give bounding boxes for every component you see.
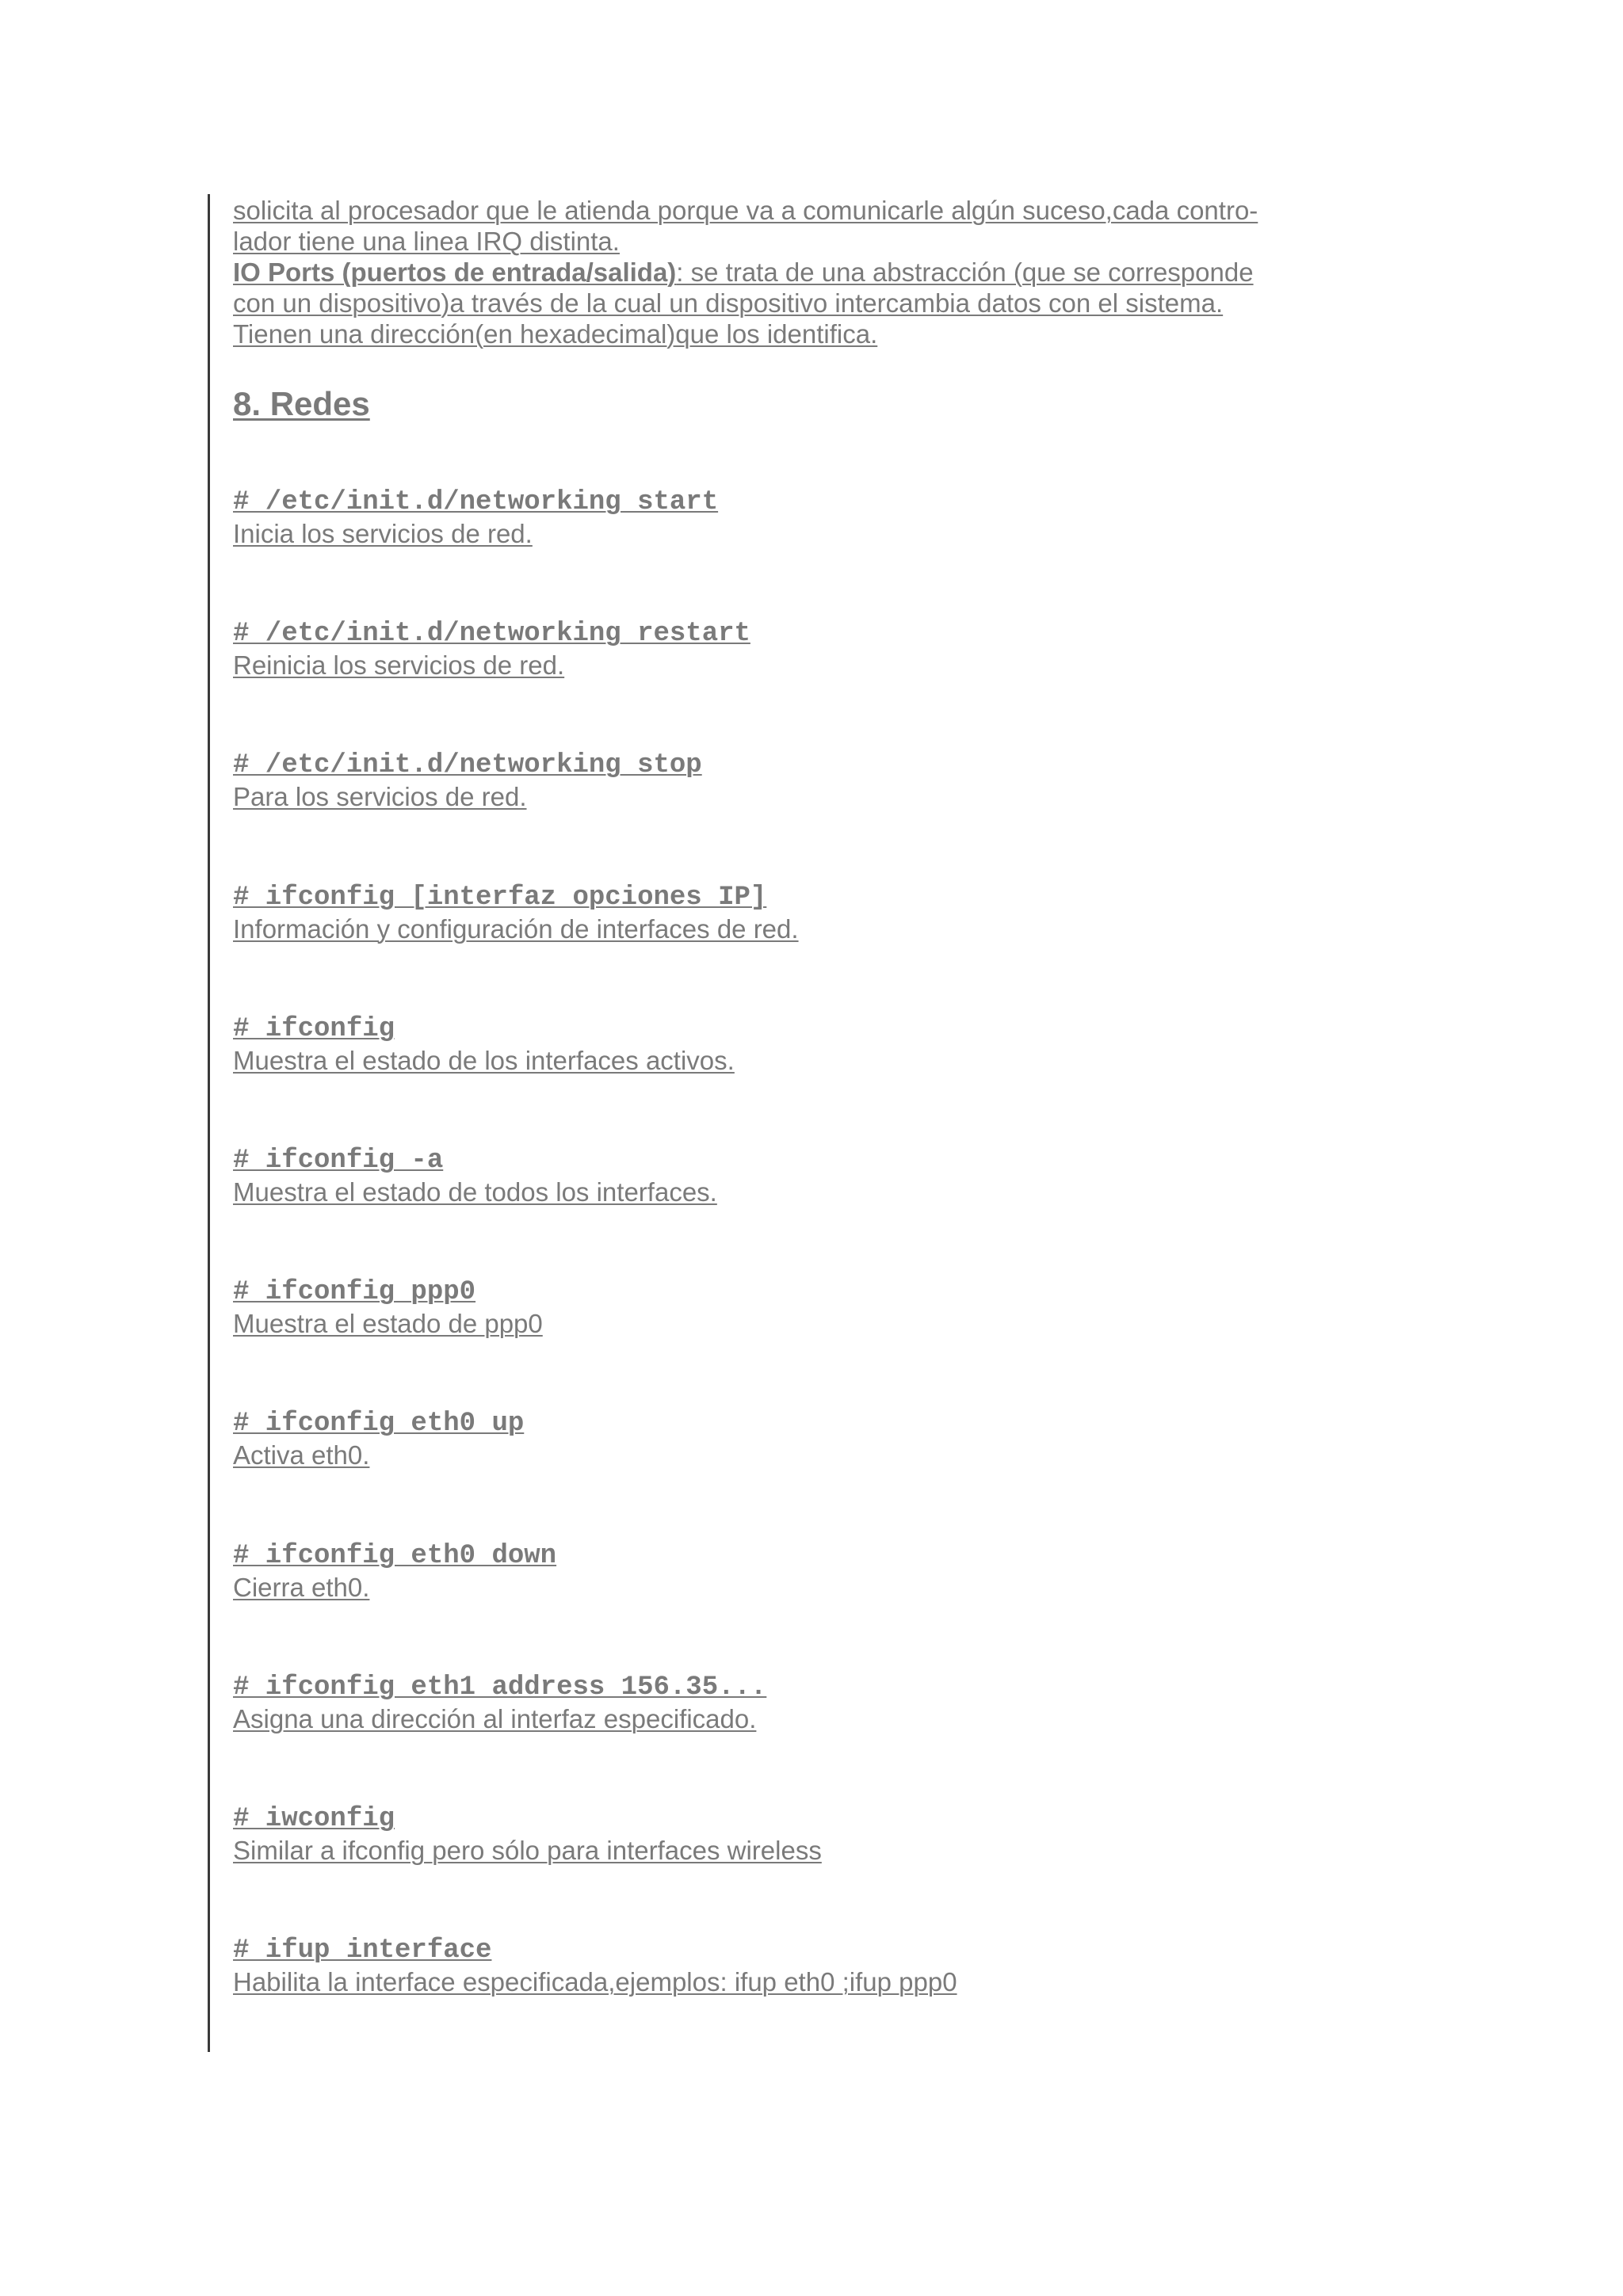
- command-entry: [233, 882, 1342, 1013]
- section-heading: 8. Redes: [233, 385, 370, 422]
- intro-line: con un dispositivo)a través de la cual un dispositivo intercambia datos con el sistema.: [233, 288, 1224, 318]
- intro-line: solicita al procesador que le atienda porque va a comunicarle algún suceso,cada contro-: [233, 196, 1258, 225]
- command-text: # /etc/init.d/networking restart: [233, 619, 750, 650]
- command-text: # ifconfig eth1 address 156.35...: [233, 1672, 767, 1703]
- command-description: Muestra el estado de ppp0: [233, 1309, 543, 1339]
- command-text: # ifup interface: [233, 1936, 492, 1966]
- command-description: Habilita la interface especificada,ejemplos: ifup eth0 ;ifup ppp0: [233, 1967, 957, 1997]
- page-content: [233, 195, 1342, 2066]
- command-entry: [233, 618, 1342, 749]
- command-entry: [233, 749, 1342, 881]
- command-entry: [233, 1276, 1342, 1408]
- command-description: Información y configuración de interfaces de red.: [233, 913, 799, 944]
- command-description: Cierra eth0.: [233, 1572, 370, 1602]
- command-description: Para los servicios de red.: [233, 782, 527, 812]
- intro-line: lador tiene una linea IRQ distinta.: [233, 227, 620, 256]
- change-bar: [208, 194, 210, 2052]
- command-text: # iwconfig: [233, 1803, 395, 1834]
- command-entry: [233, 1013, 1342, 1145]
- intro-line: Tienen una dirección(en hexadecimal)que los identifica.: [233, 319, 878, 349]
- command-text: # ifconfig eth0 down: [233, 1540, 557, 1571]
- command-entry: [233, 1408, 1342, 1539]
- command-text: # ifconfig: [233, 1013, 395, 1044]
- io-ports-line: [233, 257, 1342, 288]
- command-text: # ifconfig [interfaz opciones IP]: [233, 882, 767, 913]
- command-entry: [233, 1935, 1342, 2066]
- intro-paragraphs: [233, 195, 1342, 349]
- command-list: [233, 486, 1342, 2066]
- command-text: # /etc/init.d/networking start: [233, 487, 719, 517]
- io-ports-term: IO Ports (puertos de entrada/salida): [233, 257, 677, 287]
- command-text: # ifconfig -a: [233, 1145, 444, 1176]
- command-text: # ifconfig ppp0: [233, 1277, 476, 1308]
- command-entry: [233, 486, 1342, 618]
- io-ports-definition: : se trata de una abstracción (que se corresponde: [676, 257, 1254, 287]
- command-description: Muestra el estado de los interfaces activos.: [233, 1045, 735, 1075]
- command-description: Muestra el estado de todos los interfaces.: [233, 1177, 717, 1207]
- command-text: # ifconfig eth0 up: [233, 1409, 525, 1440]
- command-description: Reinicia los servicios de red.: [233, 650, 565, 681]
- command-entry: [233, 1672, 1342, 1803]
- command-entry: [233, 1540, 1342, 1672]
- command-description: Inicia los servicios de red.: [233, 519, 533, 548]
- command-description: Asigna una dirección al interfaz especificado.: [233, 1703, 757, 1733]
- command-entry: [233, 1803, 1342, 1935]
- command-description: Activa eth0.: [233, 1440, 370, 1470]
- command-text: # /etc/init.d/networking stop: [233, 750, 702, 781]
- command-description: Similar a ifconfig pero sólo para interfaces wireless: [233, 1835, 822, 1865]
- command-entry: [233, 1145, 1342, 1276]
